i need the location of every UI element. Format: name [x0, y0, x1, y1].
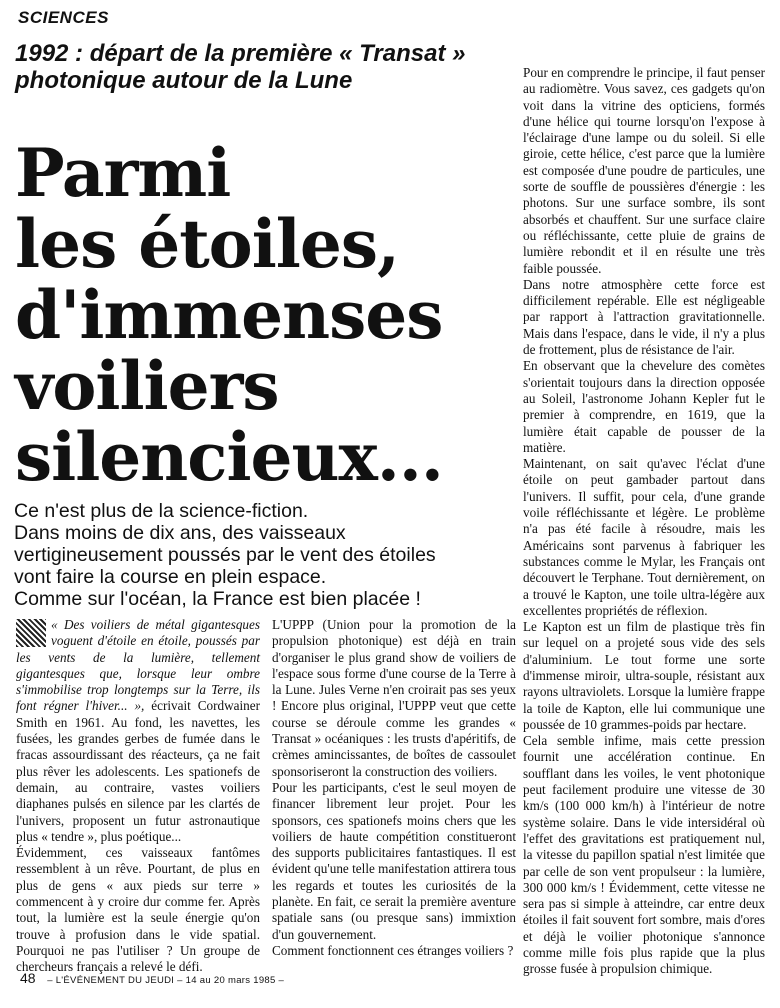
magazine-credit: – L'ÉVÉNEMENT DU JEUDI – 14 au 20 mars 1985 –: [47, 975, 285, 986]
page-footer: [20, 970, 284, 986]
paragraph: Pour les participants, c'est le seul moyen de financer librement leur projet. Pour les sponsors, ces spationefs moins chers que les voiliers de haute compétition constitueront des supports publicitaires fantastiques. Il est évident qu'une telle manifestation attirera tous les regards et toutes les curiosités de la planète. En fait, ce serait la première aventure spatiale sans (ou presque sans) immixtion d'un gouvernement.: [272, 779, 516, 942]
article-column-2: [272, 617, 516, 959]
kicker-line-2: photonique autour de la Lune: [15, 67, 353, 94]
headline-line: Parmi: [15, 134, 231, 212]
lead-paragraph: [16, 617, 260, 845]
headline-line: voiliers: [15, 347, 279, 425]
standfirst: [14, 500, 514, 610]
headline-line: les étoiles,: [15, 205, 399, 283]
standfirst-line: Ce n'est plus de la science-fiction.: [14, 500, 309, 522]
paragraph: Maintenant, on sait qu'avec l'éclat d'une étoile on peut gambader partout dans l'univers. Il suffit, pour cela, d'une grande voile réfléchissante et légère. Le problème n'a pas été facile à résoudre, mais les Américains sont parvenus à fabriquer les substances comme le Mylar, les Français ont découvert le Terphane. Tout dernièrement, on a trouvé le Kapton, une toile ultra-légère aux excellentes propriétés de réflexion.: [523, 456, 765, 618]
article-column-3: [523, 65, 765, 978]
paragraph: En observant que la chevelure des comètes s'orientait toujours dans la direction opposée au Soleil, l'astronome Johann Kepler fut le premier à comprendre, en 1619, que la lumière était capable de pousser de la matière.: [523, 358, 765, 455]
paragraph: Cela semble infime, mais cette pression fournit une accélération continue. En soufflant dans les voiles, le vent photonique peut facilement produire une vitesse de 30 km/s (100 000 km/h) à l'intérieur de notre système solaire. Dans le vide intersidéral où l'effet des gravitations est pratiquement nul, la vitesse du papillon spatial n'est limitée que par celle de son vent propulseur : la lumière, 300 000 km/s ! Évidemment, cette vitesse ne sera pas si simple à atteindre, car entre deux étoiles il fait souvent fort sombre, mais d'ores et déjà le voilier photonique s'annonce comme mille fois plus rapide que la plus grosse fusée à propulsion chimique.: [523, 733, 765, 977]
paragraph: Le Kapton est un film de plastique très fin sur lequel on a projeté sous vide des sels d'aluminium. Le tout forme une sorte d'immense miroir, ultra-souple, résistant aux rayons ultraviolets. Lorsque la lumière frappe la toile de Kapton, elle lui communique une poussée de 10 grammes-poids par hectare.: [523, 619, 765, 732]
lead-text: écrivait Cordwainer Smith en 1961. Au fond, les navettes, les fusées, les grandes gerbes de fumée dans le fracas assourdissant des réacteurs, ça ne fait plus rêver les adolescents. Les spationefs de demain, au contraire, vastes voiliers diaphanes pulsés en silence par les clartés de l'univers, proposent un futur astronautique plus « tendre », plus poétique...: [16, 698, 261, 844]
headline-line: silencieux...: [15, 418, 443, 496]
standfirst-line: vertigineusement poussés par le vent des étoiles: [14, 544, 436, 566]
article-column-1: [16, 617, 260, 976]
kicker-line-1: 1992 : départ de la première « Transat »: [15, 40, 466, 67]
headline: [15, 134, 515, 496]
standfirst-line: vont faire la course en plein espace.: [14, 566, 327, 588]
page-number: 48: [20, 970, 36, 986]
paragraph: Dans notre atmosphère cette force est difficilement repérable. Elle est négligeable par rapport à l'attraction gravitationnelle. Mais dans l'espace, dans le vide, il n'y a plus de frottement, plus de résistance de l'air.: [523, 276, 765, 358]
standfirst-line: Comme sur l'océan, la France est bien placée !: [14, 588, 421, 610]
headline-line: d'immenses: [15, 276, 443, 354]
lead-quote: « Des voiliers de métal gigantesques voguent d'étoile en étoile, poussés par les vents de la lumière, tellement gigantesques que, lorsque leur ombre s'immobilise trop longtemps sur la Terre, ils font régner l'hiver... »,: [16, 617, 260, 714]
kicker: [15, 40, 515, 94]
paragraph: Comment fonctionnent ces étranges voiliers ?: [272, 942, 514, 958]
section-label: SCIENCES: [18, 8, 109, 27]
paragraph: Pour en comprendre le principe, il faut penser au radiomètre. Vous savez, ces gadgets qu'on voit dans la vitrine des opticiens, formés d'une hélice qui tourne lorsqu'on l'expose à l'éclairage d'une lampe ou du soleil. Si elle giroie, cette hélice, c'est parce que la lumière est composée d'une poudre de particules, une sorte de souffle de poussières d'énergie : les photons. Sur une surface sombre, ils sont absorbés et chauffent. Sur une surface claire ou réfléchissante, cette pluie de grains de lumière rebondit et il en résulte une très faible poussée.: [523, 65, 765, 276]
drop-ornament: [16, 619, 46, 647]
paragraph: L'UPPP (Union pour la promotion de la propulsion photonique) est déjà en train d'organiser le plus grand show de voiliers de l'espace sous forme d'une course de la Terre à la Lune. Jules Verne n'en croirait pas ses yeux ! Encore plus original, l'UPPP veut que cette course se déroule comme les grandes « Transat » océaniques : les trusts d'apéritifs, de crèmes amincissantes, de boîtes de cassoulet sponsoriseront la construction des voiliers.: [272, 617, 516, 779]
paragraph: Évidemment, ces vaisseaux fantômes ressemblent à un rêve. Pourtant, de plus en plus de gens « aux pieds sur terre » commencent à y croire dur comme fer. Après tout, la lumière est la seule énergie qu'on trouve à profusion dans le vide spatial. Pourquoi ne pas l'utiliser ? Un groupe de chercheurs français a relevé le défi.: [16, 845, 260, 975]
standfirst-line: Dans moins de dix ans, des vaisseaux: [14, 522, 346, 544]
